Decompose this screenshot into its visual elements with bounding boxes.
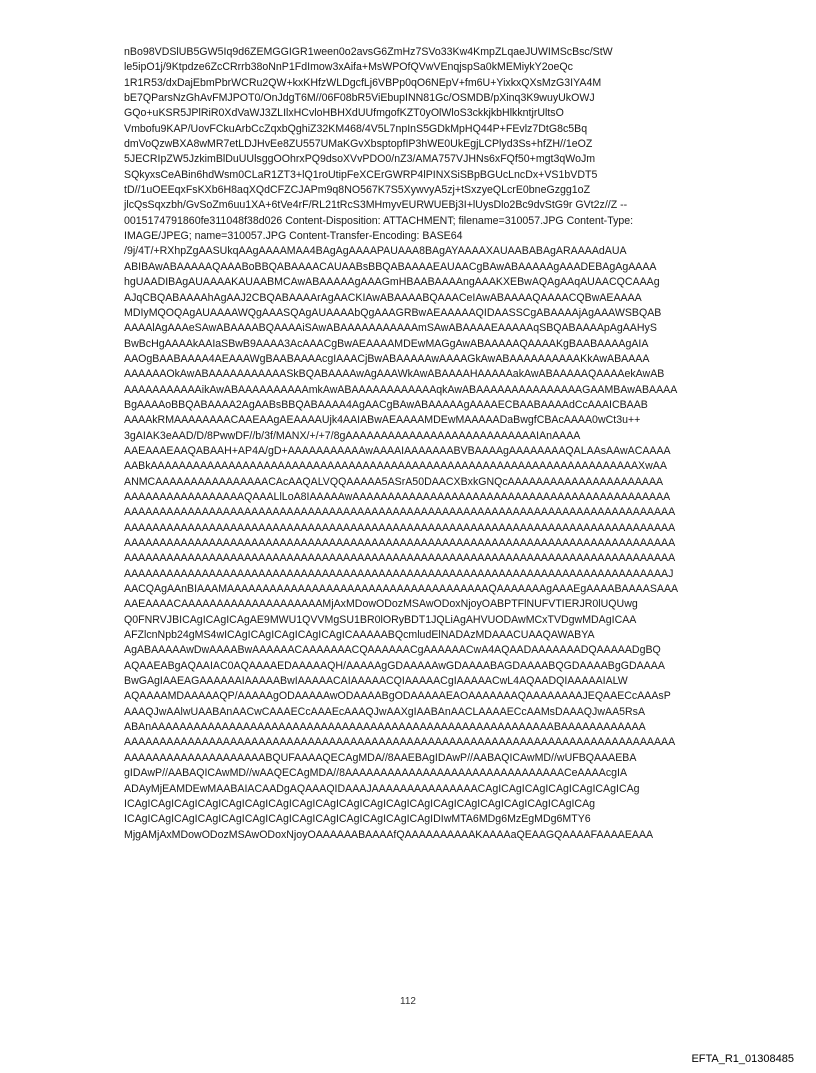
- text-line: AAAAlAgAAAeSAwABAAAABQAAAAiSAwABAAAAAAAAAAAmSAwABAAAAEAAAAAqSBQABAAAApAgAAHyS: [124, 322, 657, 335]
- text-line: AAAAAAOkAwABAAAAAAAAAAASkBQABAAAAwAgAAAWkAwABAAAAHAAAAAakAwABAAAAAQAAAAekAwAB: [124, 368, 665, 381]
- text-line: ABAnAAAAAAAAAAAAAAAAAAAAAAAAAAAAAAAAAAAAAAAAAAAAAAAAAAAAAAAAABAAAAAAAAAAAA: [124, 721, 646, 734]
- text-line: Q0FNRVJBICAgICAgICAgAE9MWU1QVVMgSU1BR0lORyBDT1JQLiAgAHVUODAwMCxTVDgwMDAgICAA: [124, 613, 637, 626]
- text-line: BwBcHgAAAAkAAIaSBwB9AAAA3AcAAACgBwAEAAAAMDEwMAGgAwABAAAAAQAAAAKgBAABAAAAgAIA: [124, 337, 649, 350]
- text-line: AAAAkRMAAAAAAAACAAEAAgAEAAAAUjk4AAIABwAEAAAAMDEwMAAAAADaBwgfCBAcAAAA0wCt3u++: [124, 414, 641, 427]
- text-line: BgAAAAoBBQABAAAA2AgAABsBBQABAAAA4AgAACgBAwABAAAAAgAAAAECBAABAAAAdCcAAAICBAAB: [124, 398, 648, 411]
- text-line: AAEAAAACAAAAAAAAAAAAAAAAAAAAMjAxMDowODozMSAwODoxNjoyOABPTFlNUFVTIERJR0lUQUwg: [124, 598, 638, 611]
- text-line: AAAAAAAAAAAAAAAAAAAABQUFAAAAQECAgMDA//8AAEBAgIDAwP//AABAQICAwMD//wUFBQAAAEBA: [124, 751, 637, 764]
- text-line: ICAgICAgICAgICAgICAgICAgICAgICAgICAgICAgICAgICAgICAgIDIwMTA6MDg6MzEgMDg6MTY6: [124, 813, 591, 826]
- text-line: 0015174791860fe311048f38d026 Content-Disposition: ATTACHMENT; filename=310057.JPG Content-Type:: [124, 214, 634, 227]
- text-line: ICAgICAgICAgICAgICAgICAgICAgICAgICAgICAgICAgICAgICAgICAgICAgICAgICAgICAgICAgICAg: [124, 797, 596, 810]
- text-line: /9j/4T/+RXhpZgAASUkqAAgAAAAMAA4BAgAgAAAAPAUAAA8BAgAYAAAAXAUAABABAgARAAAAdAUA: [124, 245, 627, 258]
- page-number: 112: [400, 996, 416, 1007]
- text-line: ADAyMjEAMDEwMAABAIACAADgAQAAAQIDAAAJAAAAAAAAAAAAAAACAgICAgICAgICAgICAgICAgICAg: [124, 782, 640, 795]
- text-line: AgABAAAAAwDwAAAABwAAAAAACAAAAAAACQAAAAAACgAAAAAACwA4AQAADAAAAAAADQAAAAADgBQ: [124, 644, 661, 657]
- text-line: AAAAAAAAAAAAAAAAAAAAAAAAAAAAAAAAAAAAAAAAAAAAAAAAAAAAAAAAAAAAAAAAAAAAAAAAAAAAAA: [124, 736, 676, 749]
- text-line: bE7QParsNzGhAvFMJPOT0/OnJdgT6M//06F08bR5ViEbupINN81Gc/OSMDB/pXinq3K9wuyUkOWJ: [124, 92, 595, 105]
- text-line: AJqCBQABAAAAhAgAAJ2CBQABAAAArAgAACKIAwABAAAABQAAACeIAwABAAAAQAAAACQBwAEAAAA: [124, 291, 642, 304]
- text-line: AQAAAAMDAAAAAQP/AAAAAgODAAAAAwODAAAABgODAAAAAEAOAAAAAAAQAAAAAAAAJEQAAECcAAAsP: [124, 690, 671, 703]
- text-line: gIDAwP//AABAQICAwMD//wAAQECAgMDA//8AAAAAAAAAAAAAAAAAAAAAAAAAAAAAAACeAAAAcgIA: [124, 767, 628, 780]
- text-line: 5JECRIpZW5JzkimBlDuUUlsggOOhrxPQ9dsoXVvPDO0/nZ3/AMA757VJHNs6xFQf50+mgt3qWoJm: [124, 153, 596, 166]
- text-line: le5ipO1j/9Ktpdze6ZcCRrrb38oNnP1FdImow3xAifa+MsWPOfQVwVEnqjspSa0kMEMiykY2oeQc: [124, 61, 573, 74]
- bates-number: EFTA_R1_01308485: [691, 1053, 794, 1065]
- text-line: 1R1R53/dxDajEbmPbrWCRu2QW+kxKHfzWLDgcfLj6VBPp0qO6NEpV+fm6U+YixkxQXsMzG3IYA4M: [124, 76, 602, 89]
- text-line: IMAGE/JPEG; name=310057.JPG Content-Transfer-Encoding: BASE64: [124, 230, 463, 243]
- text-line: AAAAAAAAAAAAAAAAAAAAAAAAAAAAAAAAAAAAAAAAAAAAAAAAAAAAAAAAAAAAAAAAAAAAAAAAAAAAAA: [124, 537, 676, 549]
- text-line: MjgAMjAxMDowODozMSAwODoxNjoyOAAAAAABAAAAfQAAAAAAAAAAKAAAAaQEAAGQAAAAFAAAAEAAA: [124, 828, 654, 841]
- text-line: AFZlcnNpb24gMS4wICAgICAgICAgICAgICAgICAAAAABQcmludElNADAzMDAAACUAAQAWABYA: [124, 629, 595, 642]
- text-line: AAAAAAAAAAAAAAAAAAAAAAAAAAAAAAAAAAAAAAAAAAAAAAAAAAAAAAAAAAAAAAAAAAAAAAAAAAAAAA: [124, 552, 676, 565]
- text-line: AAAAAAAAAAAAAAAAAAAAAAAAAAAAAAAAAAAAAAAAAAAAAAAAAAAAAAAAAAAAAAAAAAAAAAAAAAAAAJ: [124, 567, 674, 580]
- text-line: AAAQJwAAlwUAABAnAACwCAAAECcAAAEcAAAQJwAAXgIAABAnAACLAAAAECcAAMsDAAAQJwAA5RsA: [124, 705, 646, 718]
- text-line: AAAAAAAAAAAAAAAAAAAAAAAAAAAAAAAAAAAAAAAAAAAAAAAAAAAAAAAAAAAAAAAAAAAAAAAAAAAAAA: [124, 506, 676, 519]
- text-line: AAAAAAAAAAAikAwABAAAAAAAAAAmkAwABAAAAAAAAAAAAqkAwABAAAAAAAAAAAAAAAGAAMBAwABAAAA: [124, 383, 678, 396]
- text-line: dmVoQzwBXA8wMR7etLDJHvEe8ZU557UMaKGvXbsptopfIP3hWE0UkEgjLCPlyd3Ss+hfZH//1eOZ: [124, 138, 593, 151]
- text-line: ABIBAwABAAAAAQAAABoBBQABAAAACAUAABsBBQABAAAAEAUAACgBAwABAAAAAgAAADEBAgAgAAAA: [124, 260, 657, 273]
- text-line: GQo+uKSR5JPlRiR0XdVaWJ3ZLIlxHCvloHBHXdUUfmgofKZT0yOlWloS3ckkjkbHlkkntjrUltsO: [124, 107, 564, 120]
- text-line: SQkyxsCeABin6hdWsm0CLaR1ZT3+lQ1roUtipFeXCErGWRP4lPINXSiSBpBGUcLncDx+VS1bVDT5: [124, 168, 598, 181]
- text-line: Vmbofu9KAP/UovFCkuArbCcZqxbQghiZ32KM468/4V5L7npInS5GDkMpHQ44P+FEvlz7DtG8c5Bq: [124, 122, 588, 135]
- text-line: 3gAIAK3eAAD/D/8PwwDF//b/3f/MANX/+/+7/8gAAAAAAAAAAAAAAAAAAAAAAAAAAAIAnAAAA: [124, 429, 581, 442]
- text-line: ANMCAAAAAAAAAAAAAAAACAcAAQALVQQAAAAA5ASrA50DAACXBxkGNQcAAAAAAAAAAAAAAAAAAAAAA: [124, 475, 664, 488]
- text-line: AAAAAAAAAAAAAAAAAQAAALlLoA8IAAAAAwAAAAAAAAAAAAAAAAAAAAAAAAAAAAAAAAAAAAAAAAAAAAA: [124, 490, 671, 503]
- text-line: nBo98VDSlUB5GW5Iq9d6ZEMGGIGR1ween0o2avsG6ZmHz7SVo33Kw4KmpZLqaeJUWIMScBsc/StW: [124, 46, 613, 58]
- text-line: BwGAgIAAEAGAAAAAAIAAAAABwIAAAAACAIAAAAACQIAAAAACgIAAAAACwL4AQAADQIAAAAAIALW: [124, 675, 628, 688]
- encoded-text-body: [124, 45, 724, 843]
- text-line: jlcQsSqxzbh/GvSoZm6uu1XA+6tVe4rF/RL21tRcS3MHmyvEURWUEBj3I+lUysDlo2Bc9dvStG9r GVt2z//Z --: [124, 199, 628, 212]
- text-line: AABkAAAAAAAAAAAAAAAAAAAAAAAAAAAAAAAAAAAAAAAAAAAAAAAAAAAAAAAAAAAAAAAAAAAAAXwAA: [124, 460, 667, 473]
- text-line: AACQAgAAnBIAAAMAAAAAAAAAAAAAAAAAAAAAAAAAAAAAAAAAAAAAQAAAAAAAgAAAEgAAAABAAAASAAA: [124, 583, 679, 596]
- text-line: AQAAEABgAQAAIAC0AQAAAAEDAAAAAQH/AAAAAgGDAAAAAwGDAAAABAGDAAAABQGDAAAABgGDAAAA: [124, 659, 665, 672]
- text-line: AAAAAAAAAAAAAAAAAAAAAAAAAAAAAAAAAAAAAAAAAAAAAAAAAAAAAAAAAAAAAAAAAAAAAAAAAAAAAA: [124, 521, 676, 534]
- text-line: tD//1uOEEqxFsKXb6H8aqXQdCFZCJAPm9q8NO567K7S5XywvyA5zj+tSxzyeQLcrE0bneGzgg1oZ: [124, 184, 591, 197]
- text-line: MDIyMQOQAgAUAAAAWQgAAASQAgAUAAAAbQgAAAGRBwAEAAAAAQIDAASSCgABAAAAjAgAAAWSBQAB: [124, 306, 662, 319]
- text-line: AAEAAAEAAQABAAH+AP4A/gD+AAAAAAAAAAAwAAAAIAAAAAAABVBAAAAgAAAAAAAAQALAAsAAwACAAAA: [124, 444, 671, 457]
- text-line: AAOgBAABAAAA4AEAAAWgBAABAAAAcgIAAACjBwABAAAAAwAAAAGkAwABAAAAAAAAAAKkAwABAAAA: [124, 352, 650, 365]
- text-line: hgUAADIBAgAUAAAAKAUAABMCAwABAAAAAgAAAGmHBAABAAAAngAAAKXEBwAQAgAAqAUAACQCAAAg: [124, 276, 660, 289]
